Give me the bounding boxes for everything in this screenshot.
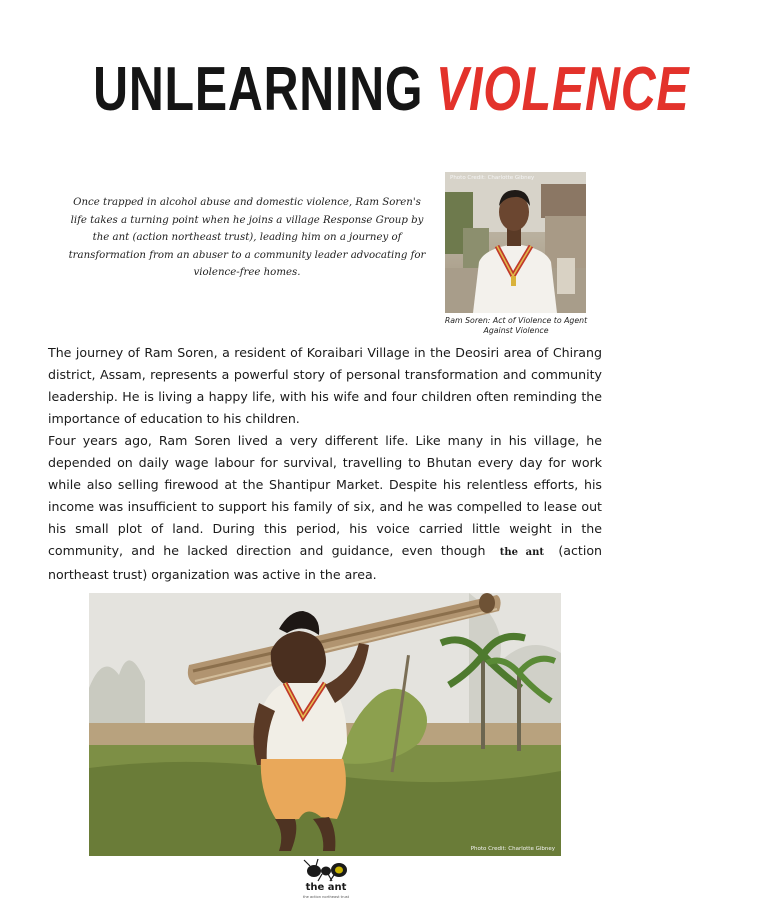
intro-summary: Once trapped in alcohol abuse and domestic violence, Ram Soren's life takes a turning point when he joins a village Response Group by the ant (action northeast trust), leading him on a journey of transformation from an abuser to a community leader advocating for violence-free homes. (68, 197, 426, 278)
body-paragraph-2 (48, 430, 602, 586)
the-ant-logo-tagline: the action northeast trust (302, 895, 350, 899)
portrait-photo (445, 172, 586, 313)
title-word-violence: VIOLENCE (435, 55, 690, 124)
portrait-caption: Ram Soren: Act of Violence to Agent Against Violence (444, 316, 588, 335)
main-photo-illustration (89, 593, 561, 856)
body-paragraph-1: The journey of Ram Soren, a resident of Koraibari Village in the Deosiri area of Chirang district, Assam, represents a powerful story of personal transformation and community leadership. He is living a happy life, with his wife and four children often reminding the importance of education to his children. (48, 345, 602, 426)
main-photo (89, 593, 561, 856)
body-paragraph-2-text: Four years ago, Ram Soren lived a very different life. Like many in his village, he depended on daily wage labour for survival, travelling to Bhutan every day for work while also selling firewood at the Shantipur Market. Despite his relentless efforts, his income was insufficient to support his family of six, and he was compelled to lease out his small plot of land. During this period, his voice carried little weight in the community, and he lacked direction and guidance, even though (48, 433, 602, 558)
main-photo-credit: Photo Credit: Charlotte Gibney (470, 846, 555, 852)
the-ant-logo-name: the ant (305, 882, 347, 893)
article-body (48, 342, 602, 586)
the-ant-logo (298, 858, 354, 914)
the-ant-inline-logo: the ant (499, 547, 545, 558)
portrait-illustration (445, 172, 586, 313)
page-title (0, 52, 690, 128)
body-paragraph-2-end: (action northeast trust) organization was active in the area. (48, 543, 603, 582)
ant-icon (298, 858, 354, 882)
title-word-unlearning: UNLEARNING (93, 55, 424, 124)
portrait-photo-credit: Photo Credit: Charlotte Gibney (450, 175, 535, 181)
